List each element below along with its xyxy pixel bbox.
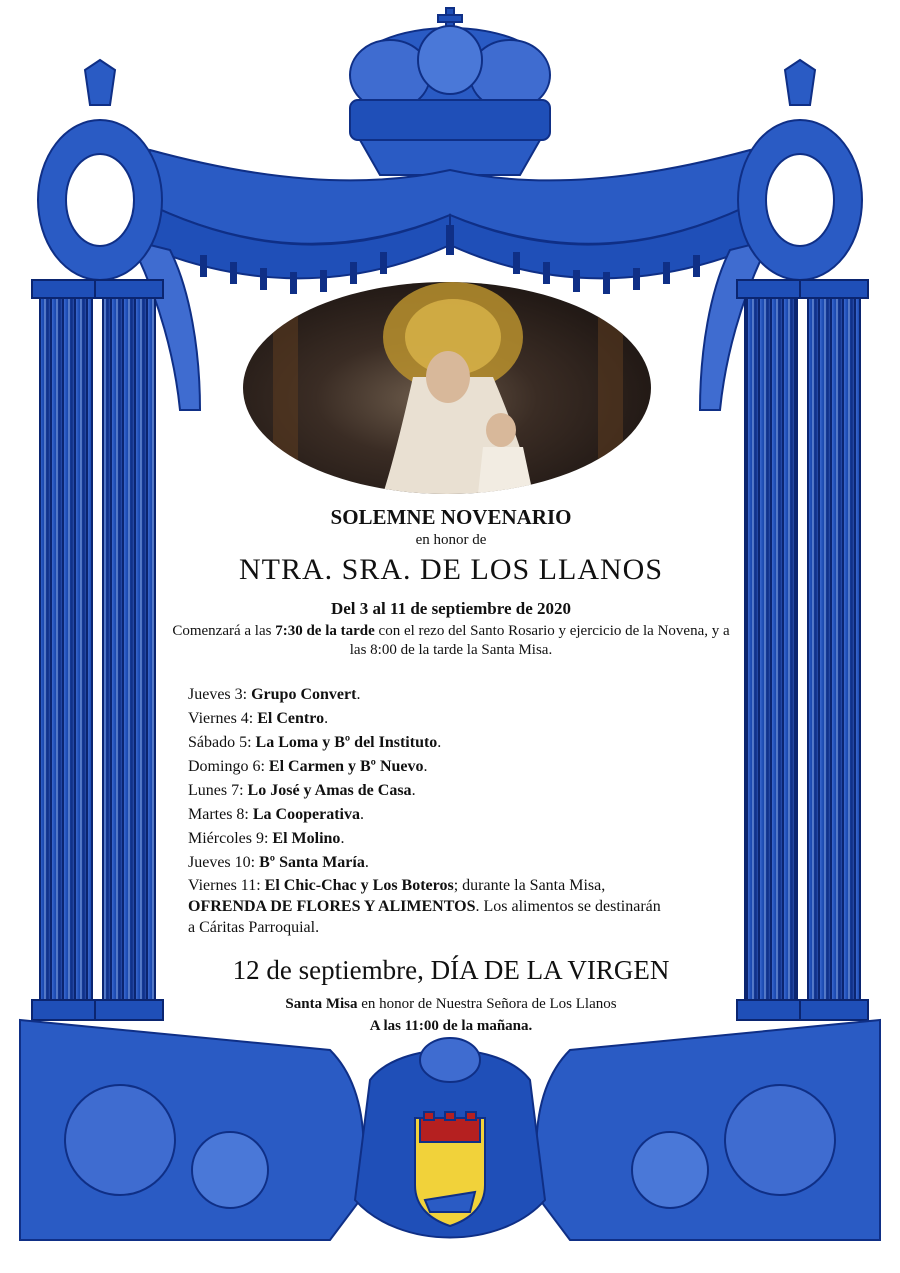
schedule-tail: .: [356, 686, 361, 703]
header-block: [170, 505, 732, 660]
schedule-day: Viernes 11:: [188, 877, 265, 894]
mass-title: Santa Misa: [285, 996, 358, 1012]
dedication-title: NTRA. SRA. DE LOS LLANOS: [238, 553, 664, 586]
schedule-group: Bº Santa María: [259, 854, 365, 871]
offering-destination: a Cáritas Parroquial.: [188, 919, 320, 936]
schedule-group: La Cooperativa: [252, 806, 360, 823]
event-title: SOLEMNE NOVENARIO: [330, 505, 572, 529]
schedule-row: [188, 683, 748, 707]
schedule-day: Miércoles 9:: [188, 830, 273, 847]
schedule-tail: .: [359, 806, 364, 823]
mass-text: en honor de Nuestra Señora de Los Llanos: [357, 996, 617, 1012]
schedule-row: [188, 707, 748, 731]
schedule-day: Jueves 10:: [188, 854, 260, 871]
schedule-group: La Loma y Bº del Instituto: [255, 734, 438, 751]
intro-post: con el rezo del Santo Rosario y ejercicio de la Novena, y a las 8:00 de la tarde la Santa Misa.: [349, 623, 730, 658]
columns-left: [32, 280, 163, 1020]
crown: [350, 8, 550, 175]
column-capital-right: [738, 60, 862, 280]
offering-text: . Los alimentos se destinarán: [475, 898, 661, 915]
schedule-day: Domingo 6:: [188, 758, 269, 775]
intro-pre: Comenzará a las: [172, 623, 276, 639]
schedule-day: Viernes 4:: [188, 710, 258, 727]
schedule-row: [188, 779, 748, 803]
virgin-day-heading: 12 de septiembre, DÍA DE LA VIRGEN: [232, 955, 670, 985]
schedule-day: Jueves 3:: [188, 686, 252, 703]
mass-block: [170, 993, 732, 1037]
schedule-group: El Carmen y Bº Nuevo: [268, 758, 424, 775]
intro-time: 7:30 de la tarde: [275, 623, 375, 639]
schedule-tail: .: [411, 782, 416, 799]
schedule-tail: .: [324, 710, 329, 727]
columns-right: [737, 280, 868, 1020]
schedule-tail: .: [340, 830, 345, 847]
schedule-row: [188, 827, 748, 851]
virgin-image: [243, 282, 651, 494]
schedule-row: [188, 851, 748, 875]
schedule-group: El Chic-Chac y Los Boteros: [264, 877, 454, 894]
schedule-group: El Centro: [257, 710, 325, 727]
date-range: Del 3 al 11 de septiembre de 2020: [330, 599, 572, 618]
schedule-tail: .: [423, 758, 428, 775]
schedule-list: [188, 683, 748, 938]
mass-line: [170, 993, 732, 1015]
schedule-day: Lunes 7:: [188, 782, 248, 799]
offering-note: [188, 896, 748, 917]
column-capital-left: [38, 60, 162, 280]
coat-of-arms: [415, 1112, 485, 1226]
schedule-row: [188, 803, 748, 827]
schedule-tail: .: [437, 734, 442, 751]
schedule-row: [188, 875, 748, 896]
honor-line: en honor de: [415, 532, 487, 548]
schedule-day: Sábado 5:: [188, 734, 256, 751]
virgin-figure: [243, 282, 651, 494]
schedule-row: [188, 755, 748, 779]
schedule-group: Lo José y Amas de Casa: [247, 782, 412, 799]
offering-title: OFRENDA DE FLORES Y ALIMENTOS: [188, 898, 476, 915]
schedule-row: [188, 731, 748, 755]
schedule-tail: ; durante la Santa Misa,: [453, 877, 606, 894]
schedule-tail: .: [364, 854, 369, 871]
schedule-day: Martes 8:: [188, 806, 253, 823]
mass-time: A las 11:00 de la mañana.: [369, 1018, 533, 1034]
schedule-group: Grupo Convert: [251, 686, 357, 703]
intro-text: [170, 622, 732, 660]
schedule-group: El Molino: [272, 830, 341, 847]
